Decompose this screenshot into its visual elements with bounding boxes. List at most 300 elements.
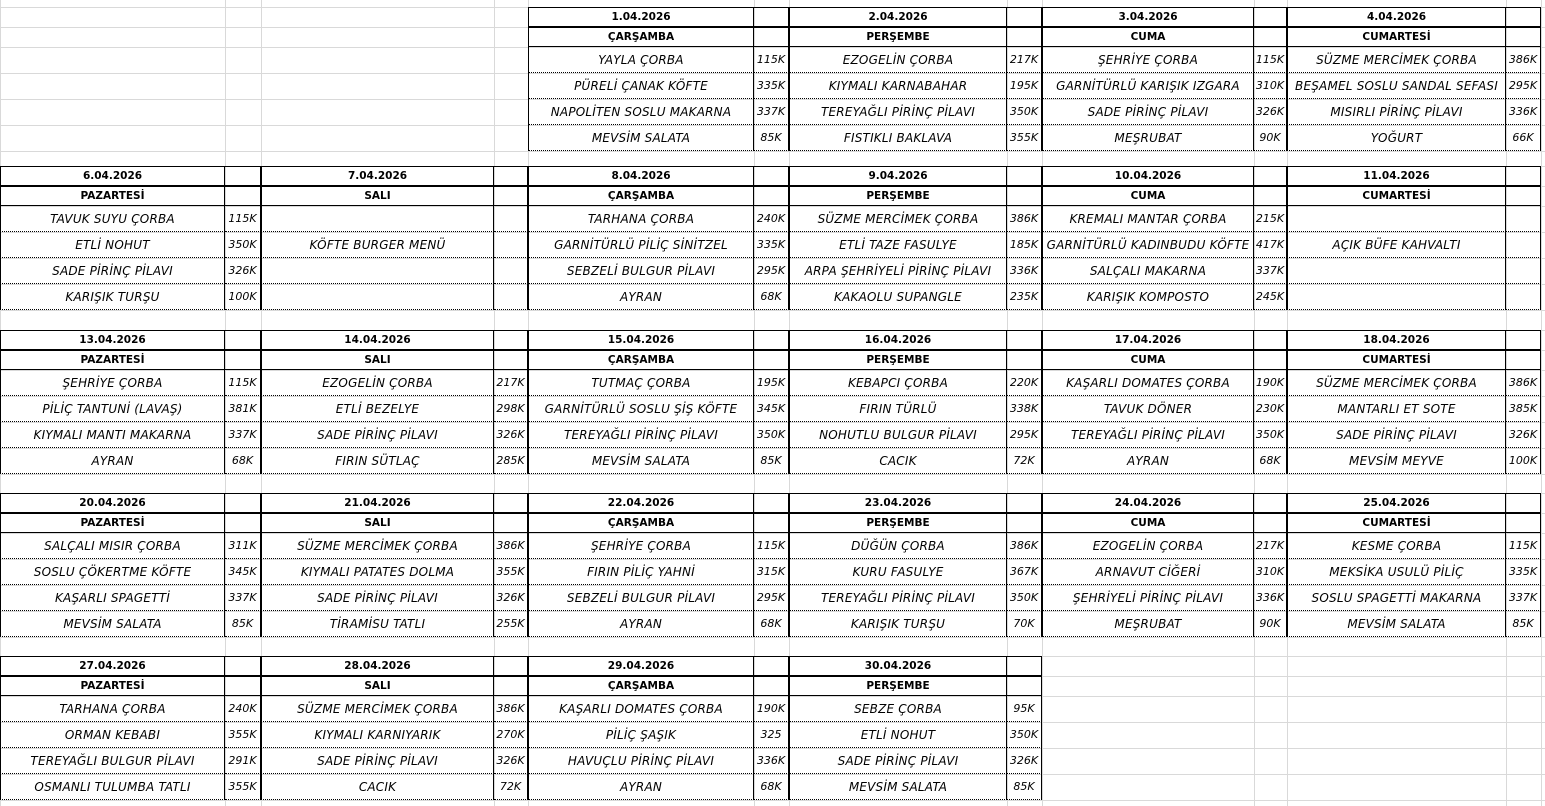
calorie-cell[interactable]: 326K (1254, 99, 1287, 125)
dish-name-cell[interactable]: GARNİTÜRLÜ SOSLU ŞİŞ KÖFTE (528, 396, 754, 422)
calorie-cell[interactable]: 95K (1007, 696, 1042, 722)
day-weekday-empty-cell[interactable] (1506, 186, 1541, 206)
dish-name-cell[interactable]: KAŞARLI DOMATES ÇORBA (1042, 370, 1254, 396)
dish-name-cell[interactable]: MEVSİM MEYVE (1287, 448, 1506, 474)
dish-name-cell[interactable]: MEVSİM SALATA (0, 611, 225, 637)
day-weekday-empty-cell[interactable] (1506, 27, 1541, 47)
calorie-cell[interactable]: 417K (1254, 232, 1287, 258)
calorie-cell[interactable]: 72K (494, 774, 528, 800)
dish-name-cell[interactable]: SALÇALI MISIR ÇORBA (0, 533, 225, 559)
dish-name-cell[interactable]: ORMAN KEBABI (0, 722, 225, 748)
day-date-empty-cell[interactable] (1506, 166, 1541, 186)
day-date-empty-cell[interactable] (1007, 166, 1042, 186)
day-date-cell[interactable]: 29.04.2026 (528, 656, 754, 676)
dish-name-cell[interactable] (1287, 206, 1506, 232)
calorie-cell[interactable]: 367K (1007, 559, 1042, 585)
dish-name-cell[interactable]: PİLİÇ ŞAŞIK (528, 722, 754, 748)
calorie-cell[interactable]: 115K (754, 533, 789, 559)
calorie-cell[interactable]: 350K (225, 232, 261, 258)
day-weekday-empty-cell[interactable] (225, 186, 261, 206)
day-date-empty-cell[interactable] (494, 493, 528, 513)
dish-name-cell[interactable]: KAŞARLI SPAGETTİ (0, 585, 225, 611)
calorie-cell[interactable]: 85K (225, 611, 261, 637)
calorie-cell[interactable]: 386K (1007, 533, 1042, 559)
day-date-cell[interactable]: 8.04.2026 (528, 166, 754, 186)
day-date-empty-cell[interactable] (1007, 7, 1042, 27)
calorie-cell[interactable]: 326K (494, 422, 528, 448)
day-date-cell[interactable]: 28.04.2026 (261, 656, 494, 676)
calorie-cell[interactable]: 335K (754, 73, 789, 99)
dish-name-cell[interactable]: TEREYAĞLI PİRİNÇ PİLAVI (789, 585, 1007, 611)
dish-name-cell[interactable]: TEREYAĞLI PİRİNÇ PİLAVI (789, 99, 1007, 125)
dish-name-cell[interactable]: SADE PİRİNÇ PİLAVI (1042, 99, 1254, 125)
calorie-cell[interactable] (494, 232, 528, 258)
day-weekday-empty-cell[interactable] (754, 513, 789, 533)
day-date-cell[interactable]: 13.04.2026 (0, 330, 225, 350)
dish-name-cell[interactable]: GARNİTÜRLÜ PİLİÇ SİNİTZEL (528, 232, 754, 258)
calorie-cell[interactable]: 115K (754, 47, 789, 73)
day-date-cell[interactable]: 18.04.2026 (1287, 330, 1506, 350)
day-weekday-cell[interactable]: PERŞEMBE (789, 676, 1007, 696)
day-date-cell[interactable]: 24.04.2026 (1042, 493, 1254, 513)
calorie-cell[interactable]: 235K (1007, 284, 1042, 310)
dish-name-cell[interactable]: PİLİÇ TANTUNİ (LAVAŞ) (0, 396, 225, 422)
day-date-empty-cell[interactable] (1506, 330, 1541, 350)
day-weekday-empty-cell[interactable] (1506, 513, 1541, 533)
dish-name-cell[interactable] (261, 258, 494, 284)
calorie-cell[interactable]: 68K (1254, 448, 1287, 474)
dish-name-cell[interactable]: SOSLU SPAGETTİ MAKARNA (1287, 585, 1506, 611)
dish-name-cell[interactable]: SADE PİRİNÇ PİLAVI (1287, 422, 1506, 448)
dish-name-cell[interactable]: TEREYAĞLI PİRİNÇ PİLAVI (528, 422, 754, 448)
dish-name-cell[interactable]: SADE PİRİNÇ PİLAVI (261, 422, 494, 448)
dish-name-cell[interactable]: MISIRLI PİRİNÇ PİLAVI (1287, 99, 1506, 125)
day-weekday-cell[interactable]: PAZARTESİ (0, 676, 225, 696)
day-weekday-cell[interactable]: SALI (261, 350, 494, 370)
calorie-cell[interactable]: 345K (225, 559, 261, 585)
day-weekday-empty-cell[interactable] (754, 350, 789, 370)
dish-name-cell[interactable]: SÜZME MERCİMEK ÇORBA (1287, 47, 1506, 73)
day-date-cell[interactable]: 16.04.2026 (789, 330, 1007, 350)
dish-name-cell[interactable]: MEKSİKA USULÜ PİLİÇ (1287, 559, 1506, 585)
dish-name-cell[interactable] (261, 206, 494, 232)
day-date-cell[interactable]: 30.04.2026 (789, 656, 1007, 676)
day-weekday-empty-cell[interactable] (1007, 350, 1042, 370)
dish-name-cell[interactable]: FISTIKLI BAKLAVA (789, 125, 1007, 151)
dish-name-cell[interactable]: KAŞARLI DOMATES ÇORBA (528, 696, 754, 722)
calorie-cell[interactable]: 337K (754, 99, 789, 125)
dish-name-cell[interactable]: SADE PİRİNÇ PİLAVI (261, 585, 494, 611)
day-weekday-empty-cell[interactable] (494, 186, 528, 206)
calorie-cell[interactable]: 336K (1007, 258, 1042, 284)
day-weekday-cell[interactable]: PAZARTESİ (0, 186, 225, 206)
dish-name-cell[interactable]: ŞEHRİYE ÇORBA (1042, 47, 1254, 73)
day-weekday-empty-cell[interactable] (754, 27, 789, 47)
day-weekday-cell[interactable]: CUMA (1042, 186, 1254, 206)
dish-name-cell[interactable]: EZOGELİN ÇORBA (789, 47, 1007, 73)
day-weekday-cell[interactable]: CUMA (1042, 27, 1254, 47)
day-date-empty-cell[interactable] (754, 166, 789, 186)
day-date-cell[interactable]: 14.04.2026 (261, 330, 494, 350)
day-date-empty-cell[interactable] (225, 656, 261, 676)
day-date-empty-cell[interactable] (754, 656, 789, 676)
day-date-empty-cell[interactable] (225, 493, 261, 513)
calorie-cell[interactable]: 255K (494, 611, 528, 637)
calorie-cell[interactable]: 355K (225, 774, 261, 800)
dish-name-cell[interactable]: HAVUÇLU PİRİNÇ PİLAVI (528, 748, 754, 774)
dish-name-cell[interactable]: TAVUK SUYU ÇORBA (0, 206, 225, 232)
day-weekday-cell[interactable]: SALI (261, 676, 494, 696)
day-date-empty-cell[interactable] (1254, 330, 1287, 350)
day-date-empty-cell[interactable] (1506, 493, 1541, 513)
day-date-empty-cell[interactable] (1007, 656, 1042, 676)
calorie-cell[interactable]: 336K (1254, 585, 1287, 611)
dish-name-cell[interactable]: KARIŞIK KOMPOSTO (1042, 284, 1254, 310)
calorie-cell[interactable]: 190K (1254, 370, 1287, 396)
day-weekday-empty-cell[interactable] (225, 676, 261, 696)
day-weekday-cell[interactable]: CUMARTESİ (1287, 513, 1506, 533)
dish-name-cell[interactable] (261, 284, 494, 310)
calorie-cell[interactable]: 195K (1007, 73, 1042, 99)
calorie-cell[interactable]: 326K (494, 585, 528, 611)
dish-name-cell[interactable]: NAPOLİTEN SOSLU MAKARNA (528, 99, 754, 125)
dish-name-cell[interactable] (1287, 258, 1506, 284)
day-date-empty-cell[interactable] (225, 166, 261, 186)
day-date-cell[interactable]: 25.04.2026 (1287, 493, 1506, 513)
day-weekday-cell[interactable]: CUMARTESİ (1287, 350, 1506, 370)
calorie-cell[interactable]: 85K (1007, 774, 1042, 800)
dish-name-cell[interactable]: TEREYAĞLI BULGUR PİLAVI (0, 748, 225, 774)
dish-name-cell[interactable]: KIYMALI KARNIYARIK (261, 722, 494, 748)
calorie-cell[interactable]: 185K (1007, 232, 1042, 258)
day-weekday-cell[interactable]: CUMARTESİ (1287, 27, 1506, 47)
calorie-cell[interactable]: 337K (225, 585, 261, 611)
calorie-cell[interactable]: 355K (1007, 125, 1042, 151)
calorie-cell[interactable]: 68K (754, 774, 789, 800)
day-date-empty-cell[interactable] (494, 656, 528, 676)
day-weekday-cell[interactable]: PAZARTESİ (0, 513, 225, 533)
dish-name-cell[interactable]: ŞEHRİYE ÇORBA (0, 370, 225, 396)
day-weekday-cell[interactable]: ÇARŞAMBA (528, 513, 754, 533)
day-weekday-cell[interactable]: SALI (261, 513, 494, 533)
calorie-cell[interactable]: 386K (1506, 370, 1541, 396)
day-date-cell[interactable]: 4.04.2026 (1287, 7, 1506, 27)
day-weekday-empty-cell[interactable] (225, 350, 261, 370)
day-weekday-cell[interactable]: PERŞEMBE (789, 186, 1007, 206)
calorie-cell[interactable]: 295K (1007, 422, 1042, 448)
day-weekday-cell[interactable]: ÇARŞAMBA (528, 186, 754, 206)
dish-name-cell[interactable]: AYRAN (0, 448, 225, 474)
day-weekday-cell[interactable]: ÇARŞAMBA (528, 350, 754, 370)
calorie-cell[interactable]: 100K (225, 284, 261, 310)
dish-name-cell[interactable]: ETLİ NOHUT (789, 722, 1007, 748)
dish-name-cell[interactable]: AYRAN (528, 774, 754, 800)
calorie-cell[interactable]: 337K (1506, 585, 1541, 611)
day-weekday-cell[interactable]: SALI (261, 186, 494, 206)
day-date-cell[interactable]: 23.04.2026 (789, 493, 1007, 513)
calorie-cell[interactable]: 350K (1007, 99, 1042, 125)
calorie-cell[interactable]: 220K (1007, 370, 1042, 396)
day-weekday-cell[interactable]: ÇARŞAMBA (528, 676, 754, 696)
calorie-cell[interactable]: 386K (1506, 47, 1541, 73)
calorie-cell[interactable]: 355K (225, 722, 261, 748)
dish-name-cell[interactable]: YOĞURT (1287, 125, 1506, 151)
day-weekday-empty-cell[interactable] (754, 676, 789, 696)
calorie-cell[interactable]: 350K (1007, 722, 1042, 748)
dish-name-cell[interactable]: TUTMAÇ ÇORBA (528, 370, 754, 396)
day-date-cell[interactable]: 10.04.2026 (1042, 166, 1254, 186)
dish-name-cell[interactable]: SADE PİRİNÇ PİLAVI (261, 748, 494, 774)
dish-name-cell[interactable]: GARNİTÜRLÜ KADINBUDU KÖFTE (1042, 232, 1254, 258)
dish-name-cell[interactable]: NOHUTLU BULGUR PİLAVI (789, 422, 1007, 448)
calorie-cell[interactable]: 85K (1506, 611, 1541, 637)
day-date-cell[interactable]: 1.04.2026 (528, 7, 754, 27)
dish-name-cell[interactable]: KIYMALI MANTI MAKARNA (0, 422, 225, 448)
calorie-cell[interactable]: 115K (225, 206, 261, 232)
calorie-cell[interactable]: 326K (1007, 748, 1042, 774)
calorie-cell[interactable]: 70K (1007, 611, 1042, 637)
day-date-empty-cell[interactable] (1007, 493, 1042, 513)
calorie-cell[interactable]: 386K (1007, 206, 1042, 232)
dish-name-cell[interactable]: ARPA ŞEHRİYELİ PİRİNÇ PİLAVI (789, 258, 1007, 284)
day-weekday-empty-cell[interactable] (1007, 27, 1042, 47)
day-date-cell[interactable]: 22.04.2026 (528, 493, 754, 513)
day-weekday-cell[interactable]: ÇARŞAMBA (528, 27, 754, 47)
calorie-cell[interactable] (1506, 206, 1541, 232)
day-weekday-empty-cell[interactable] (494, 513, 528, 533)
calorie-cell[interactable]: 335K (754, 232, 789, 258)
calorie-cell[interactable]: 115K (1506, 533, 1541, 559)
calorie-cell[interactable]: 336K (1506, 99, 1541, 125)
day-weekday-empty-cell[interactable] (1007, 676, 1042, 696)
dish-name-cell[interactable]: AYRAN (528, 611, 754, 637)
day-date-empty-cell[interactable] (494, 166, 528, 186)
day-weekday-empty-cell[interactable] (1254, 513, 1287, 533)
day-date-cell[interactable]: 7.04.2026 (261, 166, 494, 186)
calorie-cell[interactable]: 338K (1007, 396, 1042, 422)
calorie-cell[interactable]: 310K (1254, 559, 1287, 585)
day-weekday-empty-cell[interactable] (1007, 513, 1042, 533)
calorie-cell[interactable]: 350K (754, 422, 789, 448)
calorie-cell[interactable]: 325 (754, 722, 789, 748)
calorie-cell[interactable] (494, 284, 528, 310)
day-weekday-cell[interactable]: PAZARTESİ (0, 350, 225, 370)
dish-name-cell[interactable]: SADE PİRİNÇ PİLAVI (789, 748, 1007, 774)
dish-name-cell[interactable]: OSMANLI TULUMBA TATLI (0, 774, 225, 800)
calorie-cell[interactable]: 310K (1254, 73, 1287, 99)
calorie-cell[interactable]: 298K (494, 396, 528, 422)
day-weekday-empty-cell[interactable] (1007, 186, 1042, 206)
calorie-cell[interactable] (1506, 232, 1541, 258)
day-weekday-empty-cell[interactable] (494, 676, 528, 696)
calorie-cell[interactable]: 90K (1254, 125, 1287, 151)
day-date-cell[interactable]: 15.04.2026 (528, 330, 754, 350)
dish-name-cell[interactable]: EZOGELİN ÇORBA (261, 370, 494, 396)
calorie-cell[interactable]: 240K (754, 206, 789, 232)
day-date-empty-cell[interactable] (754, 493, 789, 513)
day-date-cell[interactable]: 17.04.2026 (1042, 330, 1254, 350)
dish-name-cell[interactable]: MEVSİM SALATA (789, 774, 1007, 800)
dish-name-cell[interactable]: SÜZME MERCİMEK ÇORBA (789, 206, 1007, 232)
dish-name-cell[interactable]: TEREYAĞLI PİRİNÇ PİLAVI (1042, 422, 1254, 448)
calorie-cell[interactable]: 72K (1007, 448, 1042, 474)
dish-name-cell[interactable]: MEVSİM SALATA (528, 448, 754, 474)
dish-name-cell[interactable] (1287, 284, 1506, 310)
calorie-cell[interactable]: 217K (494, 370, 528, 396)
calorie-cell[interactable]: 295K (1506, 73, 1541, 99)
dish-name-cell[interactable]: FIRIN TÜRLÜ (789, 396, 1007, 422)
calorie-cell[interactable]: 337K (225, 422, 261, 448)
calorie-cell[interactable]: 326K (1506, 422, 1541, 448)
calorie-cell[interactable] (1506, 284, 1541, 310)
calorie-cell[interactable]: 291K (225, 748, 261, 774)
calorie-cell[interactable] (494, 206, 528, 232)
dish-name-cell[interactable]: SALÇALI MAKARNA (1042, 258, 1254, 284)
dish-name-cell[interactable]: ETLİ TAZE FASULYE (789, 232, 1007, 258)
day-date-empty-cell[interactable] (1254, 166, 1287, 186)
calorie-cell[interactable]: 190K (754, 696, 789, 722)
day-date-empty-cell[interactable] (225, 330, 261, 350)
dish-name-cell[interactable]: FIRIN PİLİÇ YAHNİ (528, 559, 754, 585)
calorie-cell[interactable]: 336K (754, 748, 789, 774)
dish-name-cell[interactable]: KARIŞIK TURŞU (789, 611, 1007, 637)
dish-name-cell[interactable]: CACIK (261, 774, 494, 800)
dish-name-cell[interactable]: MEŞRUBAT (1042, 125, 1254, 151)
calorie-cell[interactable]: 215K (1254, 206, 1287, 232)
dish-name-cell[interactable]: SEBZELİ BULGUR PİLAVI (528, 585, 754, 611)
dish-name-cell[interactable]: AYRAN (528, 284, 754, 310)
dish-name-cell[interactable]: MEŞRUBAT (1042, 611, 1254, 637)
day-date-cell[interactable]: 6.04.2026 (0, 166, 225, 186)
calorie-cell[interactable]: 285K (494, 448, 528, 474)
calorie-cell[interactable]: 240K (225, 696, 261, 722)
calorie-cell[interactable]: 195K (754, 370, 789, 396)
calorie-cell[interactable]: 295K (754, 585, 789, 611)
day-date-empty-cell[interactable] (1007, 330, 1042, 350)
dish-name-cell[interactable]: PÜRELİ ÇANAK KÖFTE (528, 73, 754, 99)
calorie-cell[interactable]: 90K (1254, 611, 1287, 637)
calorie-cell[interactable]: 386K (494, 696, 528, 722)
day-weekday-empty-cell[interactable] (1254, 186, 1287, 206)
calorie-cell[interactable]: 115K (1254, 47, 1287, 73)
dish-name-cell[interactable]: KARIŞIK TURŞU (0, 284, 225, 310)
day-weekday-empty-cell[interactable] (494, 350, 528, 370)
calorie-cell[interactable]: 350K (1254, 422, 1287, 448)
day-date-empty-cell[interactable] (1254, 7, 1287, 27)
day-weekday-empty-cell[interactable] (1506, 350, 1541, 370)
calorie-cell[interactable]: 85K (754, 448, 789, 474)
calorie-cell[interactable]: 335K (1506, 559, 1541, 585)
calorie-cell[interactable]: 68K (754, 611, 789, 637)
dish-name-cell[interactable]: AYRAN (1042, 448, 1254, 474)
dish-name-cell[interactable]: TARHANA ÇORBA (528, 206, 754, 232)
calorie-cell[interactable]: 85K (754, 125, 789, 151)
dish-name-cell[interactable]: BEŞAMEL SOSLU SANDAL SEFASI (1287, 73, 1506, 99)
day-weekday-empty-cell[interactable] (225, 513, 261, 533)
calorie-cell[interactable]: 295K (754, 258, 789, 284)
day-weekday-cell[interactable]: CUMA (1042, 350, 1254, 370)
dish-name-cell[interactable]: TARHANA ÇORBA (0, 696, 225, 722)
dish-name-cell[interactable]: ŞEHRİYELİ PİRİNÇ PİLAVI (1042, 585, 1254, 611)
calorie-cell[interactable]: 345K (754, 396, 789, 422)
day-date-empty-cell[interactable] (1506, 7, 1541, 27)
dish-name-cell[interactable]: TAVUK DÖNER (1042, 396, 1254, 422)
calorie-cell[interactable]: 115K (225, 370, 261, 396)
dish-name-cell[interactable]: KEBAPCI ÇORBA (789, 370, 1007, 396)
dish-name-cell[interactable]: YAYLA ÇORBA (528, 47, 754, 73)
day-weekday-empty-cell[interactable] (1254, 350, 1287, 370)
dish-name-cell[interactable]: SOSLU ÇÖKERTME KÖFTE (0, 559, 225, 585)
dish-name-cell[interactable]: SEBZE ÇORBA (789, 696, 1007, 722)
day-weekday-cell[interactable]: PERŞEMBE (789, 27, 1007, 47)
calorie-cell[interactable]: 245K (1254, 284, 1287, 310)
calorie-cell[interactable]: 350K (1007, 585, 1042, 611)
day-weekday-cell[interactable]: CUMARTESİ (1287, 186, 1506, 206)
calorie-cell[interactable]: 217K (1254, 533, 1287, 559)
dish-name-cell[interactable]: KREMALI MANTAR ÇORBA (1042, 206, 1254, 232)
day-date-cell[interactable]: 3.04.2026 (1042, 7, 1254, 27)
day-weekday-cell[interactable]: PERŞEMBE (789, 350, 1007, 370)
day-date-empty-cell[interactable] (494, 330, 528, 350)
day-date-cell[interactable]: 11.04.2026 (1287, 166, 1506, 186)
dish-name-cell[interactable]: AÇIK BÜFE KAHVALTI (1287, 232, 1506, 258)
calorie-cell[interactable]: 385K (1506, 396, 1541, 422)
dish-name-cell[interactable]: KESME ÇORBA (1287, 533, 1506, 559)
day-date-empty-cell[interactable] (754, 7, 789, 27)
day-date-cell[interactable]: 9.04.2026 (789, 166, 1007, 186)
calorie-cell[interactable]: 217K (1007, 47, 1042, 73)
dish-name-cell[interactable]: SÜZME MERCİMEK ÇORBA (261, 533, 494, 559)
calorie-cell[interactable]: 337K (1254, 258, 1287, 284)
calorie-cell[interactable] (1506, 258, 1541, 284)
dish-name-cell[interactable]: MEVSİM SALATA (528, 125, 754, 151)
dish-name-cell[interactable]: MANTARLI ET SOTE (1287, 396, 1506, 422)
dish-name-cell[interactable]: CACIK (789, 448, 1007, 474)
dish-name-cell[interactable]: GARNİTÜRLÜ KARIŞIK IZGARA (1042, 73, 1254, 99)
day-date-empty-cell[interactable] (754, 330, 789, 350)
calorie-cell[interactable]: 68K (754, 284, 789, 310)
dish-name-cell[interactable]: KURU FASULYE (789, 559, 1007, 585)
day-date-cell[interactable]: 21.04.2026 (261, 493, 494, 513)
calorie-cell[interactable]: 386K (494, 533, 528, 559)
calorie-cell[interactable]: 68K (225, 448, 261, 474)
calorie-cell[interactable]: 100K (1506, 448, 1541, 474)
day-date-cell[interactable]: 20.04.2026 (0, 493, 225, 513)
dish-name-cell[interactable]: ETLİ NOHUT (0, 232, 225, 258)
day-weekday-empty-cell[interactable] (754, 186, 789, 206)
day-weekday-empty-cell[interactable] (1254, 27, 1287, 47)
calorie-cell[interactable]: 315K (754, 559, 789, 585)
dish-name-cell[interactable]: ARNAVUT CİĞERİ (1042, 559, 1254, 585)
dish-name-cell[interactable]: SÜZME MERCİMEK ÇORBA (261, 696, 494, 722)
dish-name-cell[interactable]: ETLİ BEZELYE (261, 396, 494, 422)
dish-name-cell[interactable]: KIYMALI KARNABAHAR (789, 73, 1007, 99)
dish-name-cell[interactable]: SEBZELİ BULGUR PİLAVI (528, 258, 754, 284)
calorie-cell[interactable]: 311K (225, 533, 261, 559)
dish-name-cell[interactable]: KAKAOLU SUPANGLE (789, 284, 1007, 310)
calorie-cell[interactable]: 381K (225, 396, 261, 422)
day-date-cell[interactable]: 2.04.2026 (789, 7, 1007, 27)
dish-name-cell[interactable]: SADE PİRİNÇ PİLAVI (0, 258, 225, 284)
dish-name-cell[interactable]: SÜZME MERCİMEK ÇORBA (1287, 370, 1506, 396)
dish-name-cell[interactable]: DÜĞÜN ÇORBA (789, 533, 1007, 559)
dish-name-cell[interactable]: FIRIN SÜTLAÇ (261, 448, 494, 474)
dish-name-cell[interactable]: KÖFTE BURGER MENÜ (261, 232, 494, 258)
calorie-cell[interactable]: 326K (225, 258, 261, 284)
calorie-cell[interactable]: 326K (494, 748, 528, 774)
calorie-cell[interactable]: 270K (494, 722, 528, 748)
calorie-cell[interactable]: 230K (1254, 396, 1287, 422)
